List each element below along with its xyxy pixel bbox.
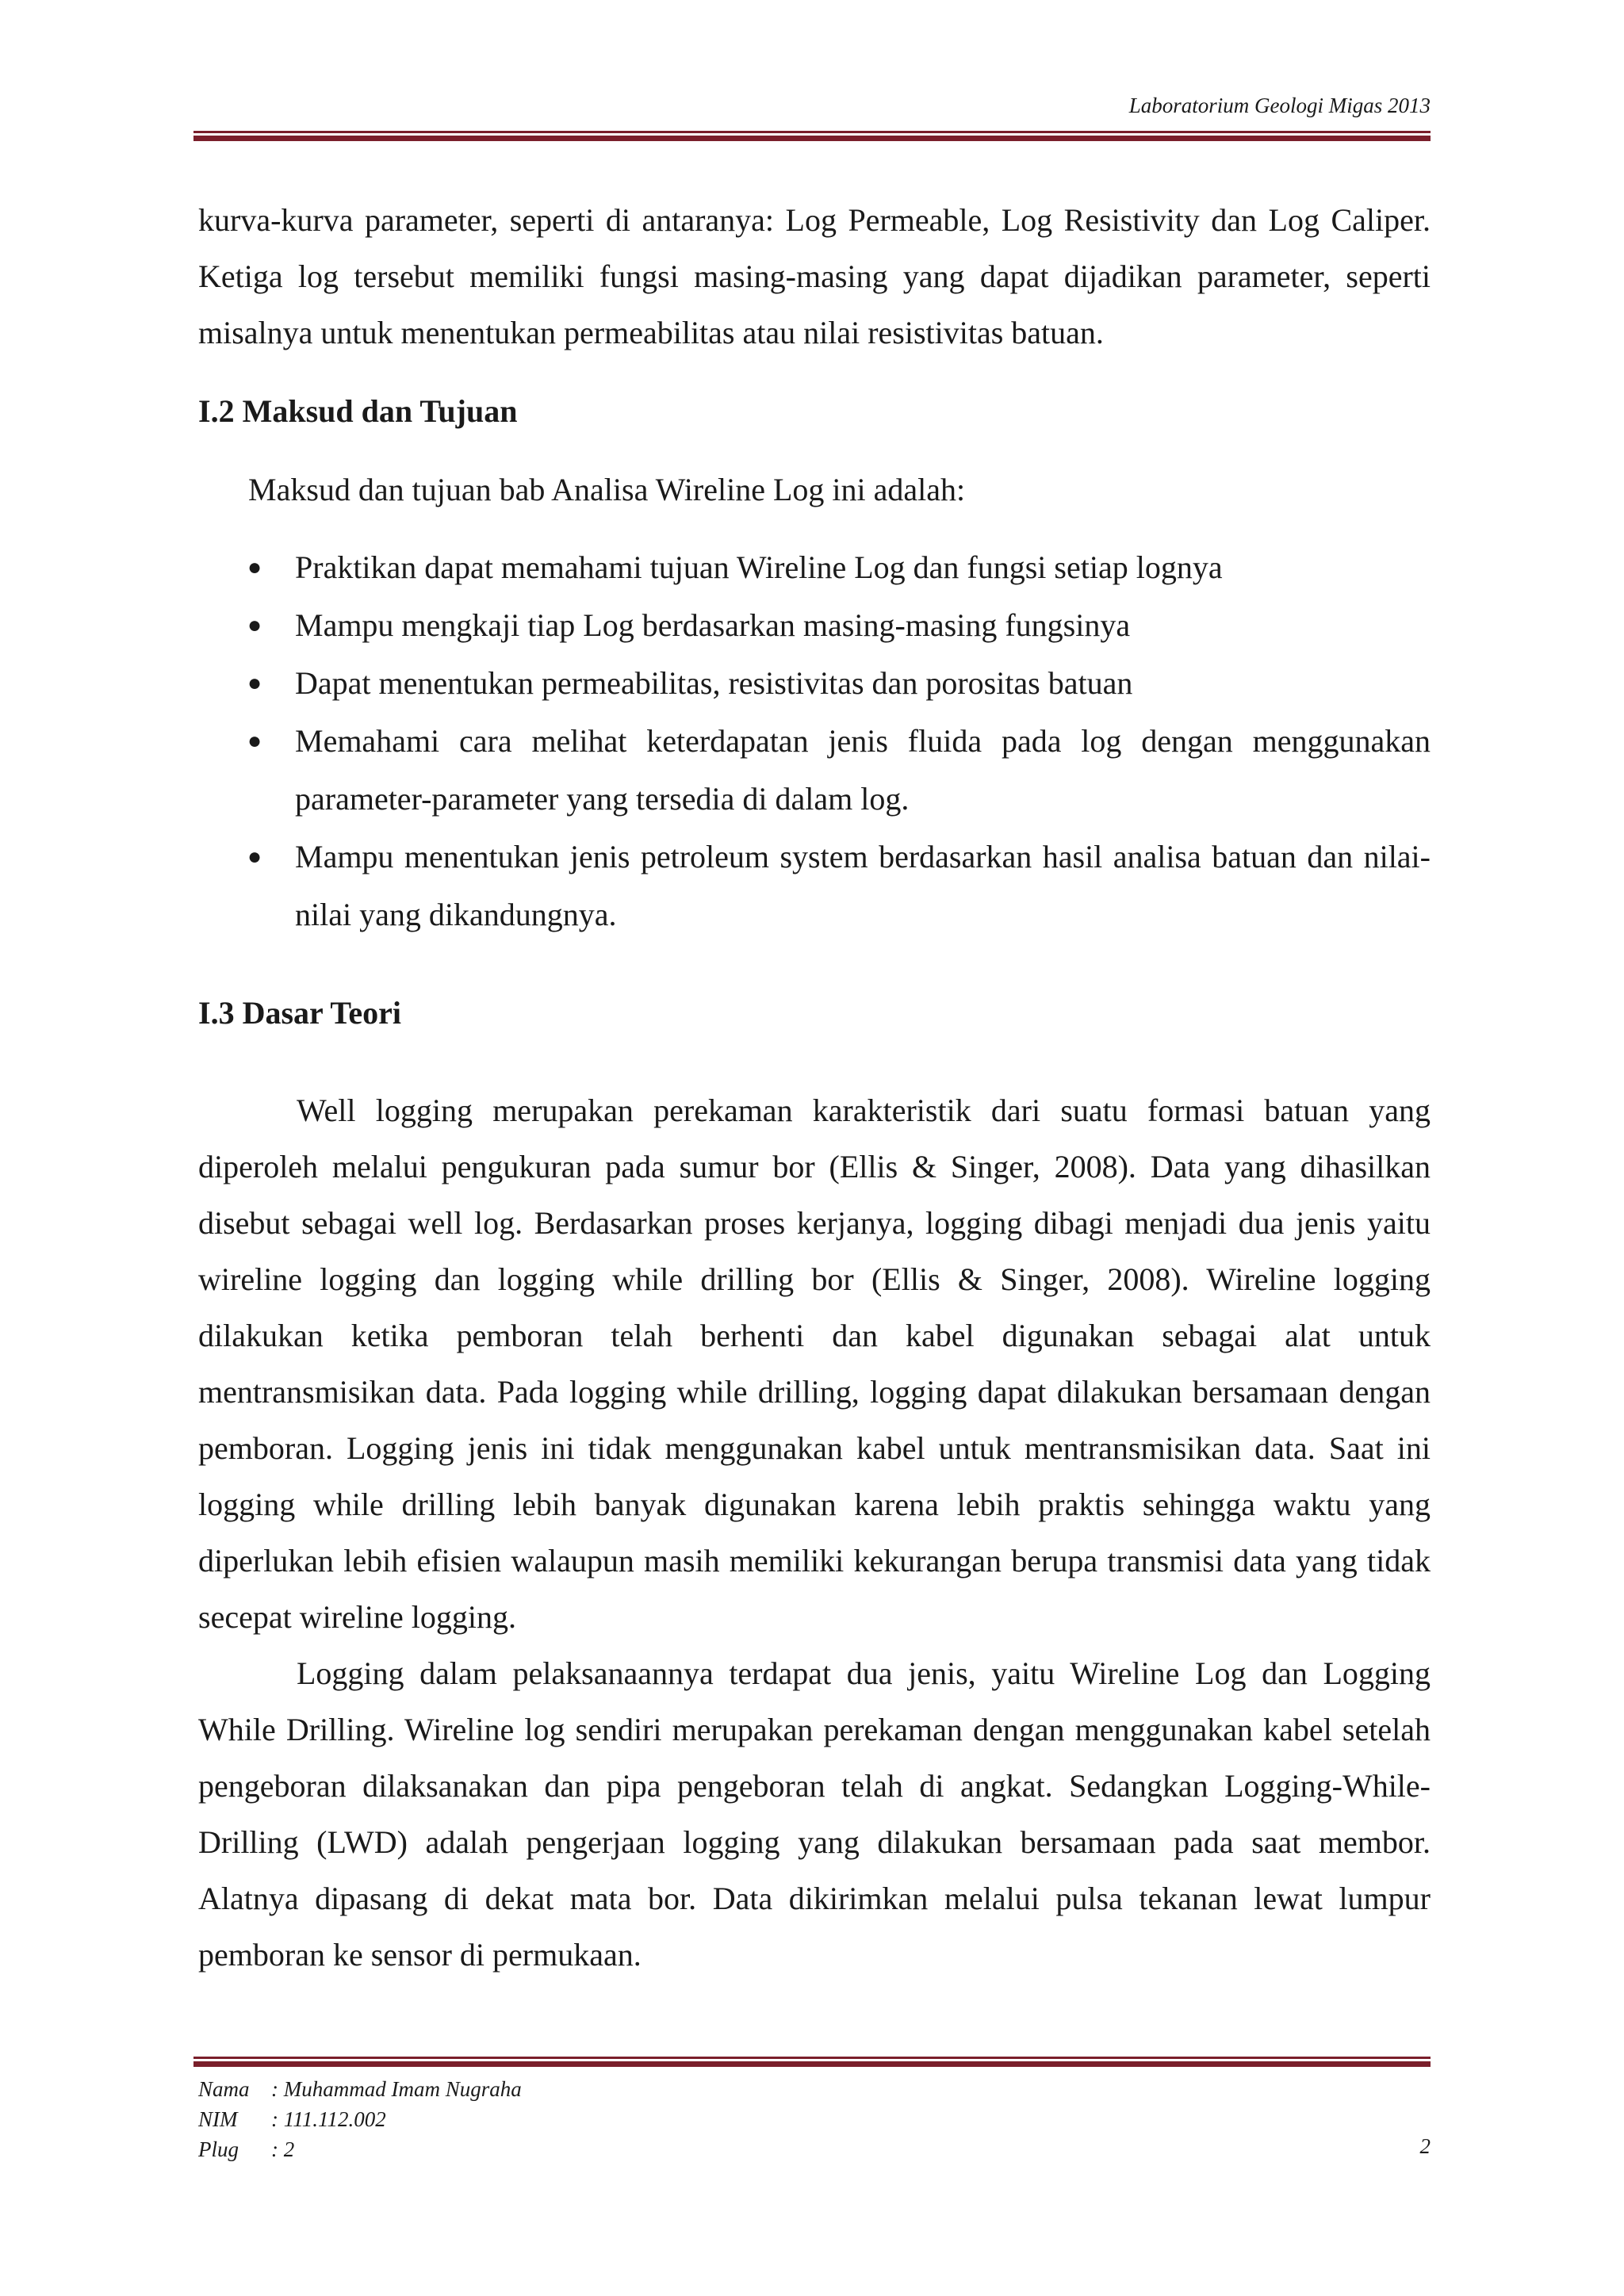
section-lead: Maksud dan tujuan bab Analisa Wireline Log ini adalah: bbox=[248, 472, 966, 507]
bullet-icon: ● bbox=[247, 612, 262, 638]
bullet-icon: ● bbox=[247, 844, 262, 870]
footer-nama-label: Nama bbox=[198, 2077, 250, 2101]
header-rule bbox=[193, 131, 1431, 141]
running-header: Laboratorium Geologi Migas 2013 bbox=[1128, 94, 1431, 117]
section-heading-dasar-teori: I.3 Dasar Teori bbox=[198, 995, 401, 1031]
list-item: ● Mampu menentukan jenis petroleum system berdasarkan hasil analisa batuan dan nilai-nilai yang dikandungnya. bbox=[198, 828, 1431, 943]
list-item: ● Mampu mengkaji tiap Log berdasarkan masing-masing fungsinya bbox=[198, 596, 1431, 654]
body-paragraph: Logging dalam pelaksanaannya terdapat dua jenis, yaitu Wireline Log dan Logging While Drilling. Wireline log sendiri merupakan perekaman dengan menggunakan kabel setelah pengeboran dilaksanakan dan pipa pengeboran telah di angkat. Sedangkan Logging-While-Drilling (LWD) adalah pengerjaan logging yang dilakukan bersamaan pada saat membor. Alatnya dipasang di dekat mata bor. Data dikirimkan melalui pulsa tekanan lewat lumpur pemboran ke sensor di permukaan. bbox=[198, 1655, 1431, 1973]
page-content bbox=[198, 192, 1431, 1983]
intro-paragraph: kurva-kurva parameter, seperti di antaranya: Log Permeable, Log Resistivity dan Log Caliper. Ketiga log tersebut memiliki fungsi masing-masing yang dapat dijadikan parameter, seperti misalnya untuk menentukan permeabilitas atau nilai resistivitas batuan. bbox=[198, 202, 1431, 350]
body-paragraph: Well logging merupakan perekaman karakteristik dari suatu formasi batuan yang diperoleh melalui pengukuran pada sumur bor (Ellis & Singer, 2008). Data yang dihasilkan disebut sebagai well log. Berdasarkan proses kerjanya, logging dibagi menjadi dua jenis yaitu wireline logging dan logging while drilling bor (Ellis & Singer, 2008). Wireline logging dilakukan ketika pemboran telah berhenti dan kabel digunakan sebagai alat untuk mentransmisikan data. Pada logging while drilling, logging dapat dilakukan bersamaan dengan pemboran. Logging jenis ini tidak menggunakan kabel untuk mentransmisikan data. Saat ini logging while drilling lebih banyak digunakan karena lebih praktis sehingga waktu yang diperlukan lebih efisien walaupun masih memiliki kekurangan berupa transmisi data yang tidak secepat wireline logging. bbox=[198, 1093, 1431, 1635]
page-number: 2 bbox=[1419, 2134, 1431, 2158]
footer-rule bbox=[193, 2057, 1431, 2067]
footer-plug-label: Plug bbox=[198, 2137, 239, 2161]
section-heading-maksud: I.2 Maksud dan Tujuan bbox=[198, 393, 518, 429]
footer-nama-value: : Muhammad Imam Nugraha bbox=[271, 2077, 522, 2101]
list-item: ● Praktikan dapat memahami tujuan Wireline Log dan fungsi setiap lognya bbox=[198, 538, 1431, 596]
footer-nim-label: NIM bbox=[198, 2107, 238, 2131]
bullet-icon: ● bbox=[247, 728, 262, 754]
list-item: ● Dapat menentukan permeabilitas, resistivitas dan porositas batuan bbox=[198, 654, 1431, 712]
footer-plug-value: : 2 bbox=[271, 2137, 295, 2161]
footer-nim-value: : 111.112.002 bbox=[271, 2107, 386, 2131]
footer-info bbox=[198, 2074, 1431, 2164]
bullet-icon: ● bbox=[247, 554, 262, 580]
bullet-icon: ● bbox=[247, 670, 262, 696]
list-item: ● Memahami cara melihat keterdapatan jenis fluida pada log dengan menggunakan parameter-parameter yang tersedia di dalam log. bbox=[198, 712, 1431, 828]
objectives-list bbox=[198, 538, 1431, 943]
